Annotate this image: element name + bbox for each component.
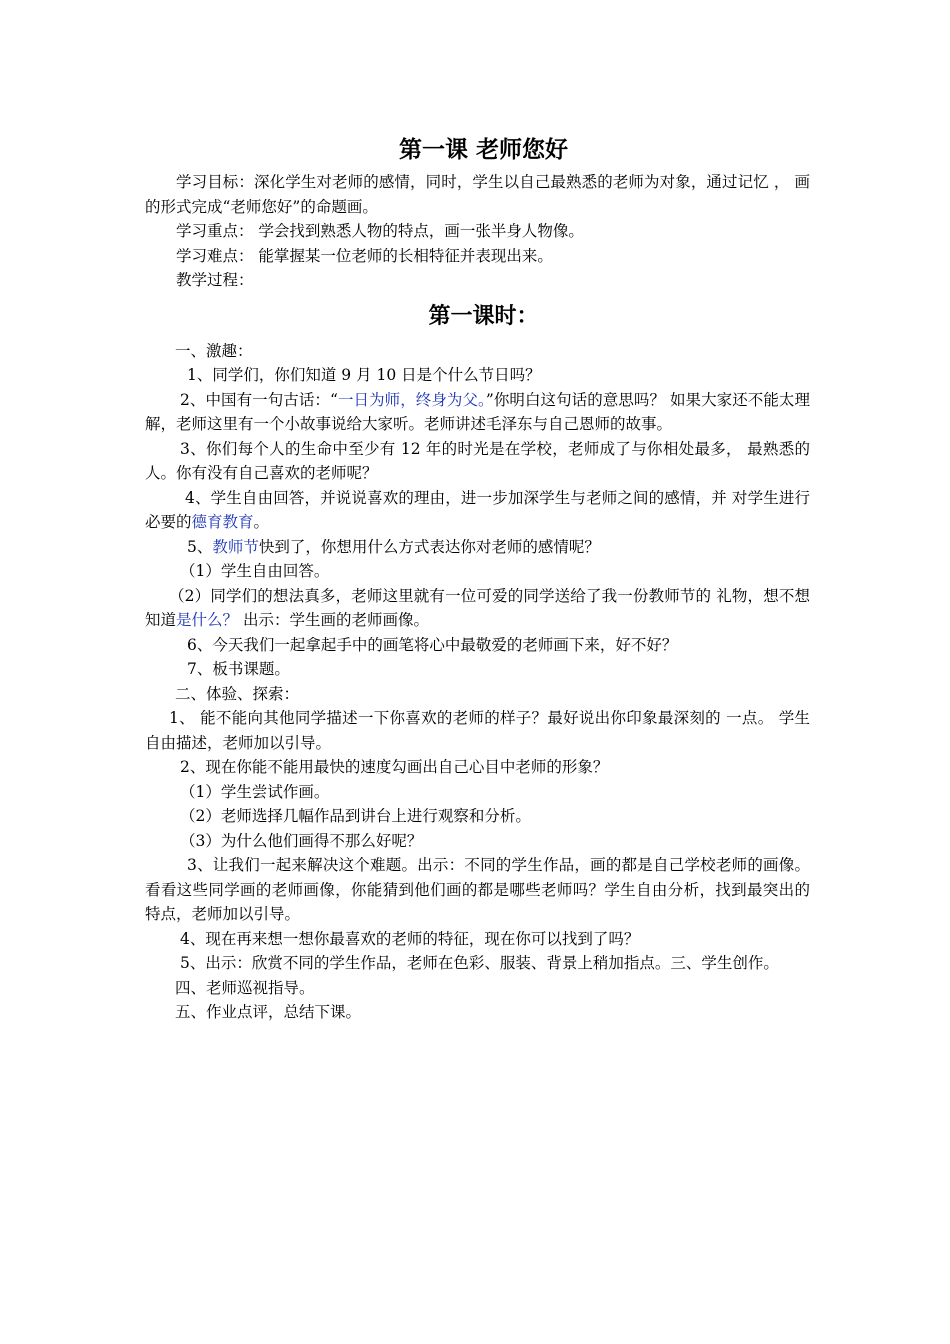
section-1-item-2	[145, 388, 810, 437]
section-2-item-3: 3、让我们一起来解决这个难题。出示：不同的学生作品，画的都是自己学校老师的画像。看看这些同学画的老师画像，你能猜到他们画的都是哪些老师吗？学生自由分析，找到最突出的特点，老师加以引导。	[145, 856, 810, 923]
section-2-item-4: 4、现在再来想一想你最喜欢的老师的特征，现在你可以找到了吗？	[180, 929, 640, 948]
section-1-item-5-1: （1）学生自由回答。	[180, 562, 330, 580]
section-1-item-4	[145, 486, 810, 535]
section-1-item-6: 6、今天我们一起拿起手中的画笔将心中最敬爱的老师画下来，好不好？	[187, 635, 678, 654]
text-segment: （2）同学们的想法真多，老师这里就有一位可爱的同学送给了我一份教师节的 礼物，想不想知道	[145, 586, 810, 629]
text-segment: 出示：学生画的老师画像。	[238, 611, 429, 629]
section-2-heading: 二、体验、探索：	[175, 684, 300, 703]
section-1-item-7: 7、板书课题。	[187, 660, 290, 678]
teachers-day-link[interactable]: 教师节	[212, 537, 259, 556]
what-is-it-link[interactable]: 是什么？	[176, 611, 239, 629]
section-4: 四、老师巡视指导。	[175, 978, 315, 997]
difficulty: 学习难点： 能掌握某一位老师的长相特征并表现出来。	[176, 246, 553, 265]
section-2-item-5: 5、出示：欣赏不同的学生作品，老师在色彩、服装、背景上稍加指点。三、学生创作。	[180, 954, 779, 972]
section-1-item-5	[145, 535, 810, 560]
learning-objective: 学习目标：深化学生对老师的感情，同时，学生以自己最熟悉的老师为对象，通过记忆 ， 画的形式完成“老师您好”的命题画。	[145, 173, 810, 216]
text-segment: 快到了，你想用什么方式表达你对老师的感情呢？	[258, 537, 600, 556]
section-1-item-5-2	[145, 584, 810, 633]
section-2-item-1: 1、 能不能向其他同学描述一下你喜欢的老师的样子？最好说出你印象最深刻的 一点。 学生自由描述，老师加以引导。	[145, 709, 810, 752]
document-title: 第一课 老师您好	[398, 137, 568, 163]
moral-education-link[interactable]: 德育教育	[191, 513, 254, 531]
section-1-item-1: 1、同学们，你们知道 9 月 10 日是个什么节日吗？	[187, 366, 541, 384]
lesson-heading: 第一课时：	[428, 303, 539, 329]
text-segment: ”你明白这句话的意思吗？ 如果大家还不能太理解，老师这里有一个小故事说给大家听。老师讲述毛泽东与自己恩师的故事。	[145, 390, 810, 433]
section-2-item-2-2: （2）老师选择几幅作品到讲台上进行观察和分析。	[180, 807, 531, 825]
section-2-item-2-1: （1）学生尝试作画。	[180, 782, 330, 801]
section-1-heading: 一、激趣：	[175, 341, 253, 360]
quote-link[interactable]: 一日为师，终身为父。	[337, 390, 486, 409]
text-segment: 5、	[187, 537, 213, 556]
text-segment: 4、学生自由回答，并说说喜欢的理由，进一步加深学生与老师之间的感情，并 对学生进行必要的	[145, 488, 810, 531]
section-2-item-2-3: （3）为什么他们画得不那么好呢？	[180, 831, 423, 850]
text-segment: 。	[253, 513, 270, 531]
key-point: 学习重点： 学会找到熟悉人物的特点，画一张半身人物像。	[176, 222, 584, 240]
document-page	[145, 130, 810, 1025]
text-segment: 2、中国有一句古话：“	[180, 390, 338, 409]
section-1-item-3: 3、你们每个人的生命中至少有 12 年的时光是在学校，老师成了与你相处最多， 最熟悉的人。你有没有自己喜欢的老师呢？	[145, 439, 810, 482]
section-5: 五、作业点评，总结下课。	[175, 1003, 362, 1021]
teaching-process-label: 教学过程：	[176, 271, 254, 289]
section-2-item-2: 2、现在你能不能用最快的速度勾画出自己心目中老师的形象？	[180, 758, 609, 776]
